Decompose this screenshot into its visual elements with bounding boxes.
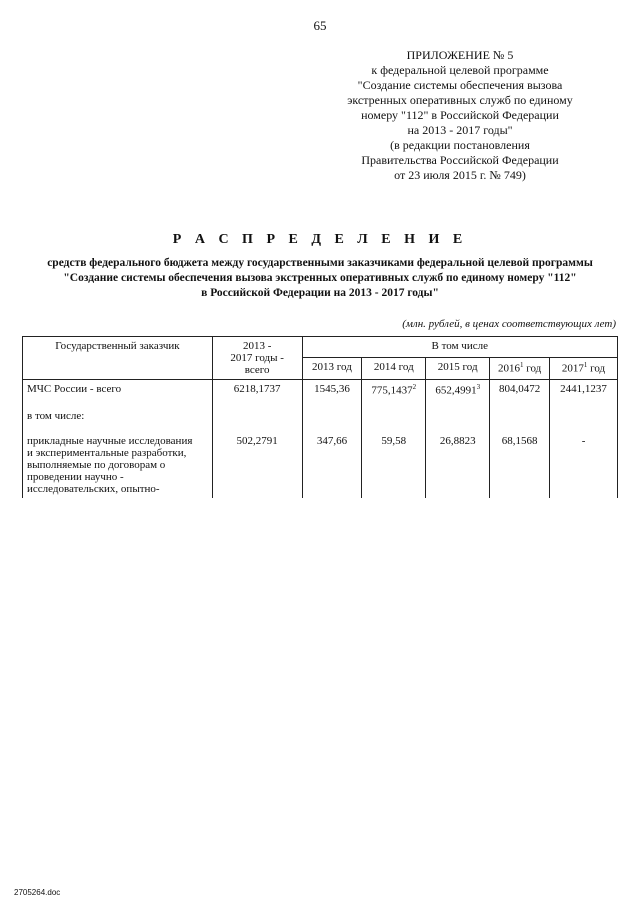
empty-cell [212,400,302,425]
row-label: МЧС России - всего [23,380,213,400]
document-title: Р А С П Р Е Д Е Л Е Н И Е [172,232,468,247]
distribution-table [22,336,618,498]
subtitle-line: средств федерального бюджета между государственными заказчиками федеральной целевой программы [47,257,593,269]
header-year-label: 2013 год [312,360,352,373]
value-text: 2441,1237 [560,383,607,395]
row-value [490,380,550,400]
appendix-header [310,48,610,183]
empty-cell [362,400,426,425]
value-text: 775,1437 [371,384,413,397]
value-text: 652,4991 [435,384,477,397]
appendix-line: на 2013 - 2017 годы" [407,123,513,137]
empty-cell [302,400,362,425]
header-year-label: 2014 год [373,360,414,373]
footnote-mark: 2 [412,383,417,391]
header-year [490,357,550,379]
appendix-line: Правительства Российской Федерации [361,153,559,167]
row-label-line: и экспериментальные разработки, [27,446,187,459]
header-total [212,337,302,380]
header-year-label: 2015 год [437,360,478,373]
header-year-label: 2017 [561,362,584,375]
row-label-line: исследовательских, опытно- [27,482,160,495]
footnote-mark: 3 [476,383,481,391]
appendix-line: к федеральной целевой программе [371,63,549,77]
row-total: 6218,1737 [212,380,302,400]
header-year-suffix: год [587,362,606,375]
row-label-line: прикладные научные исследования [27,434,193,447]
row-label: в том числе: [23,400,213,425]
header-year [426,357,490,379]
units-note: (млн. рублей, в ценах соответствующих лет) [402,318,616,330]
row-label-line: проведении научно - [27,470,124,483]
table-row [23,425,618,498]
row-value: 347,66 [302,425,362,498]
row-value: 68,1568 [490,425,550,498]
subtitle-line: в Российской Федерации на 2013 - 2017 годы" [201,287,439,299]
row-value: - [550,425,618,498]
header-year-suffix: год [523,362,542,375]
subtitle-line: "Создание системы обеспечения вызова экстренных оперативных служб по единому номеру "112" [63,272,577,284]
header-including: В том числе [302,337,617,358]
row-total: 502,2791 [212,425,302,498]
page-number: 65 [313,18,327,33]
row-label [23,425,213,498]
value-text: 1545,36 [314,383,350,395]
footnote-mark: 1 [583,360,588,369]
row-label-line: выполняемые по договорам о [27,458,166,471]
header-year [550,357,618,379]
row-value [302,380,362,400]
header-total-line: 2013 - [242,340,272,352]
empty-cell [490,400,550,425]
document-id: 2705264.doc [14,888,61,897]
table-row [23,380,618,400]
value-text: 804,0472 [498,383,541,395]
header-year [302,357,362,379]
empty-cell [426,400,490,425]
table-row [23,400,618,425]
empty-cell [550,400,618,425]
document-subtitle [20,256,620,301]
appendix-line: "Создание системы обеспечения вызова [357,78,563,92]
header-customer: Государственный заказчик [23,337,213,380]
appendix-line: экстренных оперативных служб по единому [347,93,573,107]
row-value [550,380,618,400]
appendix-line: (в редакции постановления [390,138,530,152]
row-value [362,380,426,400]
footnote-mark: 1 [519,360,524,369]
appendix-line: ПРИЛОЖЕНИЕ № 5 [406,48,514,62]
appendix-line: от 23 июля 2015 г. № 749) [394,168,526,182]
appendix-line: номеру "112" в Российской Федерации [361,108,559,122]
title-block [20,232,620,301]
header-total-line: 2017 годы - всего [230,352,284,376]
row-value [426,380,490,400]
row-value: 59,58 [362,425,426,498]
row-value: 26,8823 [426,425,490,498]
header-year-label: 2016 [497,362,520,375]
header-year [362,357,426,379]
table-header-row [23,337,618,358]
